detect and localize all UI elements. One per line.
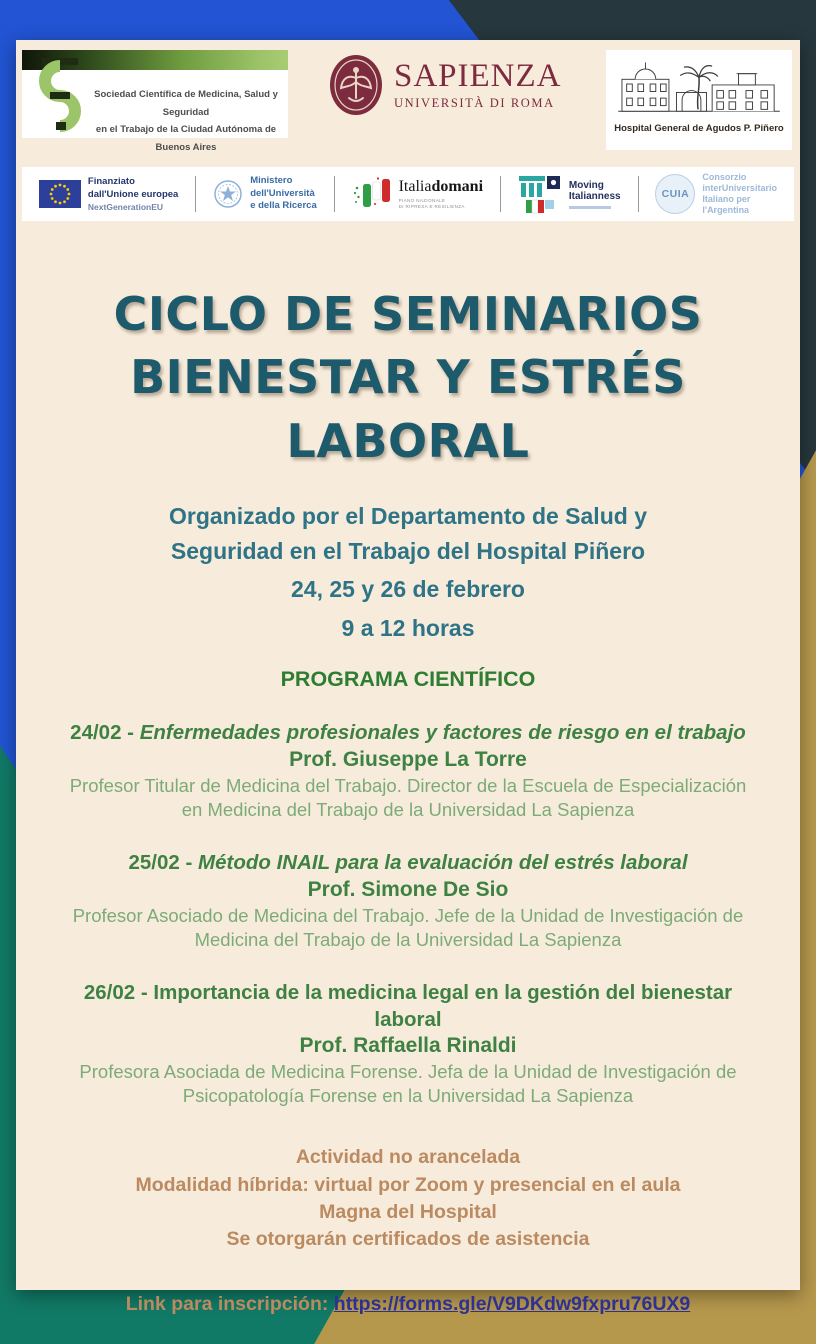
cuia-block (655, 172, 777, 217)
funding-separator (638, 176, 639, 212)
eu-funding-line1: Finanziato (87, 176, 135, 188)
session-3-bio: Profesora Asociada de Medicina Forense. Jefa de la Unidad de Investigación de Psicopatología Forense en la Universidad La Sapienza (79, 1061, 737, 1107)
moving-line2: Italianness (568, 191, 621, 202)
info-certificates: Se otorgarán certificados de asistencia (226, 1228, 590, 1251)
page-title (16, 225, 800, 473)
scmsst-logo-block (22, 50, 288, 153)
funding-separator (195, 176, 196, 212)
sapienza-seal-icon (329, 54, 383, 116)
eu-funding-line2: dall'Unione europea (87, 188, 179, 200)
cuia-line1: Consorzio (702, 171, 747, 182)
cuia-badge-icon: CUIA (655, 174, 695, 214)
event-subtitle (16, 499, 800, 645)
ministero-label (250, 175, 317, 212)
info-modality-line2: Magna del Hospital (319, 1200, 497, 1223)
practical-info (16, 1144, 800, 1253)
info-fee: Actividad no arancelada (295, 1146, 521, 1169)
session-1-date: 24/02 - (70, 721, 134, 745)
sapienza-name: SAPIENZA (394, 57, 562, 94)
session-3-speaker: Prof. Raffaella Rinaldi (299, 1034, 517, 1058)
session-1-title (52, 720, 764, 747)
cuia-label (702, 172, 777, 217)
italiadomani-word-bold: domani (431, 177, 484, 195)
italiadomani-tagline1: PIANO NAZIONALE (398, 197, 446, 203)
ministero-line2: dell'Università (250, 187, 315, 199)
ministero-line1: Ministero (250, 175, 293, 187)
session-2 (16, 850, 800, 952)
title-line3: LABORAL (286, 413, 530, 468)
cuia-line4: l'Argentina (702, 205, 750, 216)
hospital-logo-block (606, 50, 792, 150)
hospital-caption: Hospital General de Agudos P. Piñero (614, 123, 784, 134)
title-line1: CICLO DE SEMINARIOS (113, 287, 703, 341)
session-2-speaker: Prof. Simone De Sio (307, 877, 509, 901)
program-heading: PROGRAMA CIENTÍFICO (280, 667, 536, 692)
ministero-emblem-icon (213, 179, 243, 209)
italiadomani-tagline2: DI RIPRESA E RESILIENZA (398, 204, 465, 209)
info-modality-line1: Modalidad híbrida: virtual por Zoom y presencial en el aula (135, 1173, 681, 1196)
ministero-line3: e della Ricerca (250, 200, 317, 212)
moving-italianness-icon (518, 174, 562, 214)
italiadomani-wordmark (399, 178, 483, 196)
session-2-title (52, 850, 764, 877)
session-2-topic: Método INAIL para la evaluación del estrés laboral (198, 851, 688, 875)
sapienza-block (329, 54, 562, 116)
organizer-line1: Organizado por el Departamento de Salud y (169, 503, 647, 530)
flyer-card (16, 40, 800, 1316)
moving-line1: Moving (568, 179, 604, 191)
scmsst-emblem-icon (34, 56, 86, 136)
title-line2: BIENESTAR Y ESTRÉS (130, 350, 686, 405)
cuia-line2: interUniversitario (702, 182, 777, 193)
session-3-date: 26/02 - (83, 980, 148, 1004)
italiadomani-flag-icon (352, 176, 392, 212)
cuia-line3: Italiano per (702, 194, 751, 204)
flyer-content (16, 225, 800, 1316)
eu-flag-icon (39, 180, 81, 208)
moving-italianness-block (518, 174, 621, 214)
funding-separator (500, 176, 501, 212)
session-3 (16, 980, 800, 1108)
italiadomani-word-regular: Italia (398, 177, 432, 195)
scmsst-name (88, 86, 284, 156)
registration-link[interactable]: https://forms.gle/V9DKdw9fxpru76UX9 (333, 1293, 691, 1316)
funding-separator (334, 176, 335, 212)
session-1-speaker: Prof. Giuseppe La Torre (289, 748, 527, 772)
moving-italianness-tagline (569, 206, 611, 209)
scmsst-name-line2: en el Trabajo de la Ciudad Autónoma de Buenos Aires (95, 124, 277, 153)
registration-line (16, 1293, 800, 1316)
italiadomani-tagline (399, 198, 483, 211)
registration-label: Link para inscripción: (125, 1293, 329, 1316)
sapienza-subtitle: UNIVERSITÀ DI ROMA (394, 95, 555, 110)
italiadomani-block (352, 176, 483, 212)
event-time: 9 a 12 horas (341, 614, 475, 641)
funding-bar (22, 167, 794, 221)
session-2-date: 25/02 - (128, 851, 193, 875)
session-1-topic: Enfermedades profesionales y factores de riesgo en el trabajo (139, 721, 746, 745)
sapienza-wordmark (394, 57, 562, 111)
organizer-line2: Seguridad en el Trabajo del Hospital Piñero (170, 537, 646, 564)
ministero-block (213, 175, 317, 212)
event-dates: 24, 25 y 26 de febrero (291, 576, 525, 603)
eu-nextgeneration-label: NextGenerationEU (87, 201, 164, 212)
eu-funding-block (39, 176, 178, 212)
session-2-bio: Profesor Asociado de Medicina del Trabajo. Jefe de la Unidad de Investigación de Medicina del Trabajo de la Universidad La Sapienza (72, 904, 744, 950)
moving-italianness-label (569, 180, 621, 203)
session-1-bio: Profesor Titular de Medicina del Trabajo. Director de la Escuela de Especialización en Medicina del Trabajo de la Universidad La Sapienza (69, 775, 747, 821)
session-3-topic: Importancia de la medicina legal en la gestión del bienestar laboral (153, 980, 733, 1031)
session-3-title (52, 980, 764, 1033)
session-1 (16, 720, 800, 822)
hospital-building-illustration (613, 53, 785, 115)
scmsst-name-line1: Sociedad Científica de Medicina, Salud y Seguridad (94, 89, 278, 118)
eu-funding-label (88, 176, 178, 201)
